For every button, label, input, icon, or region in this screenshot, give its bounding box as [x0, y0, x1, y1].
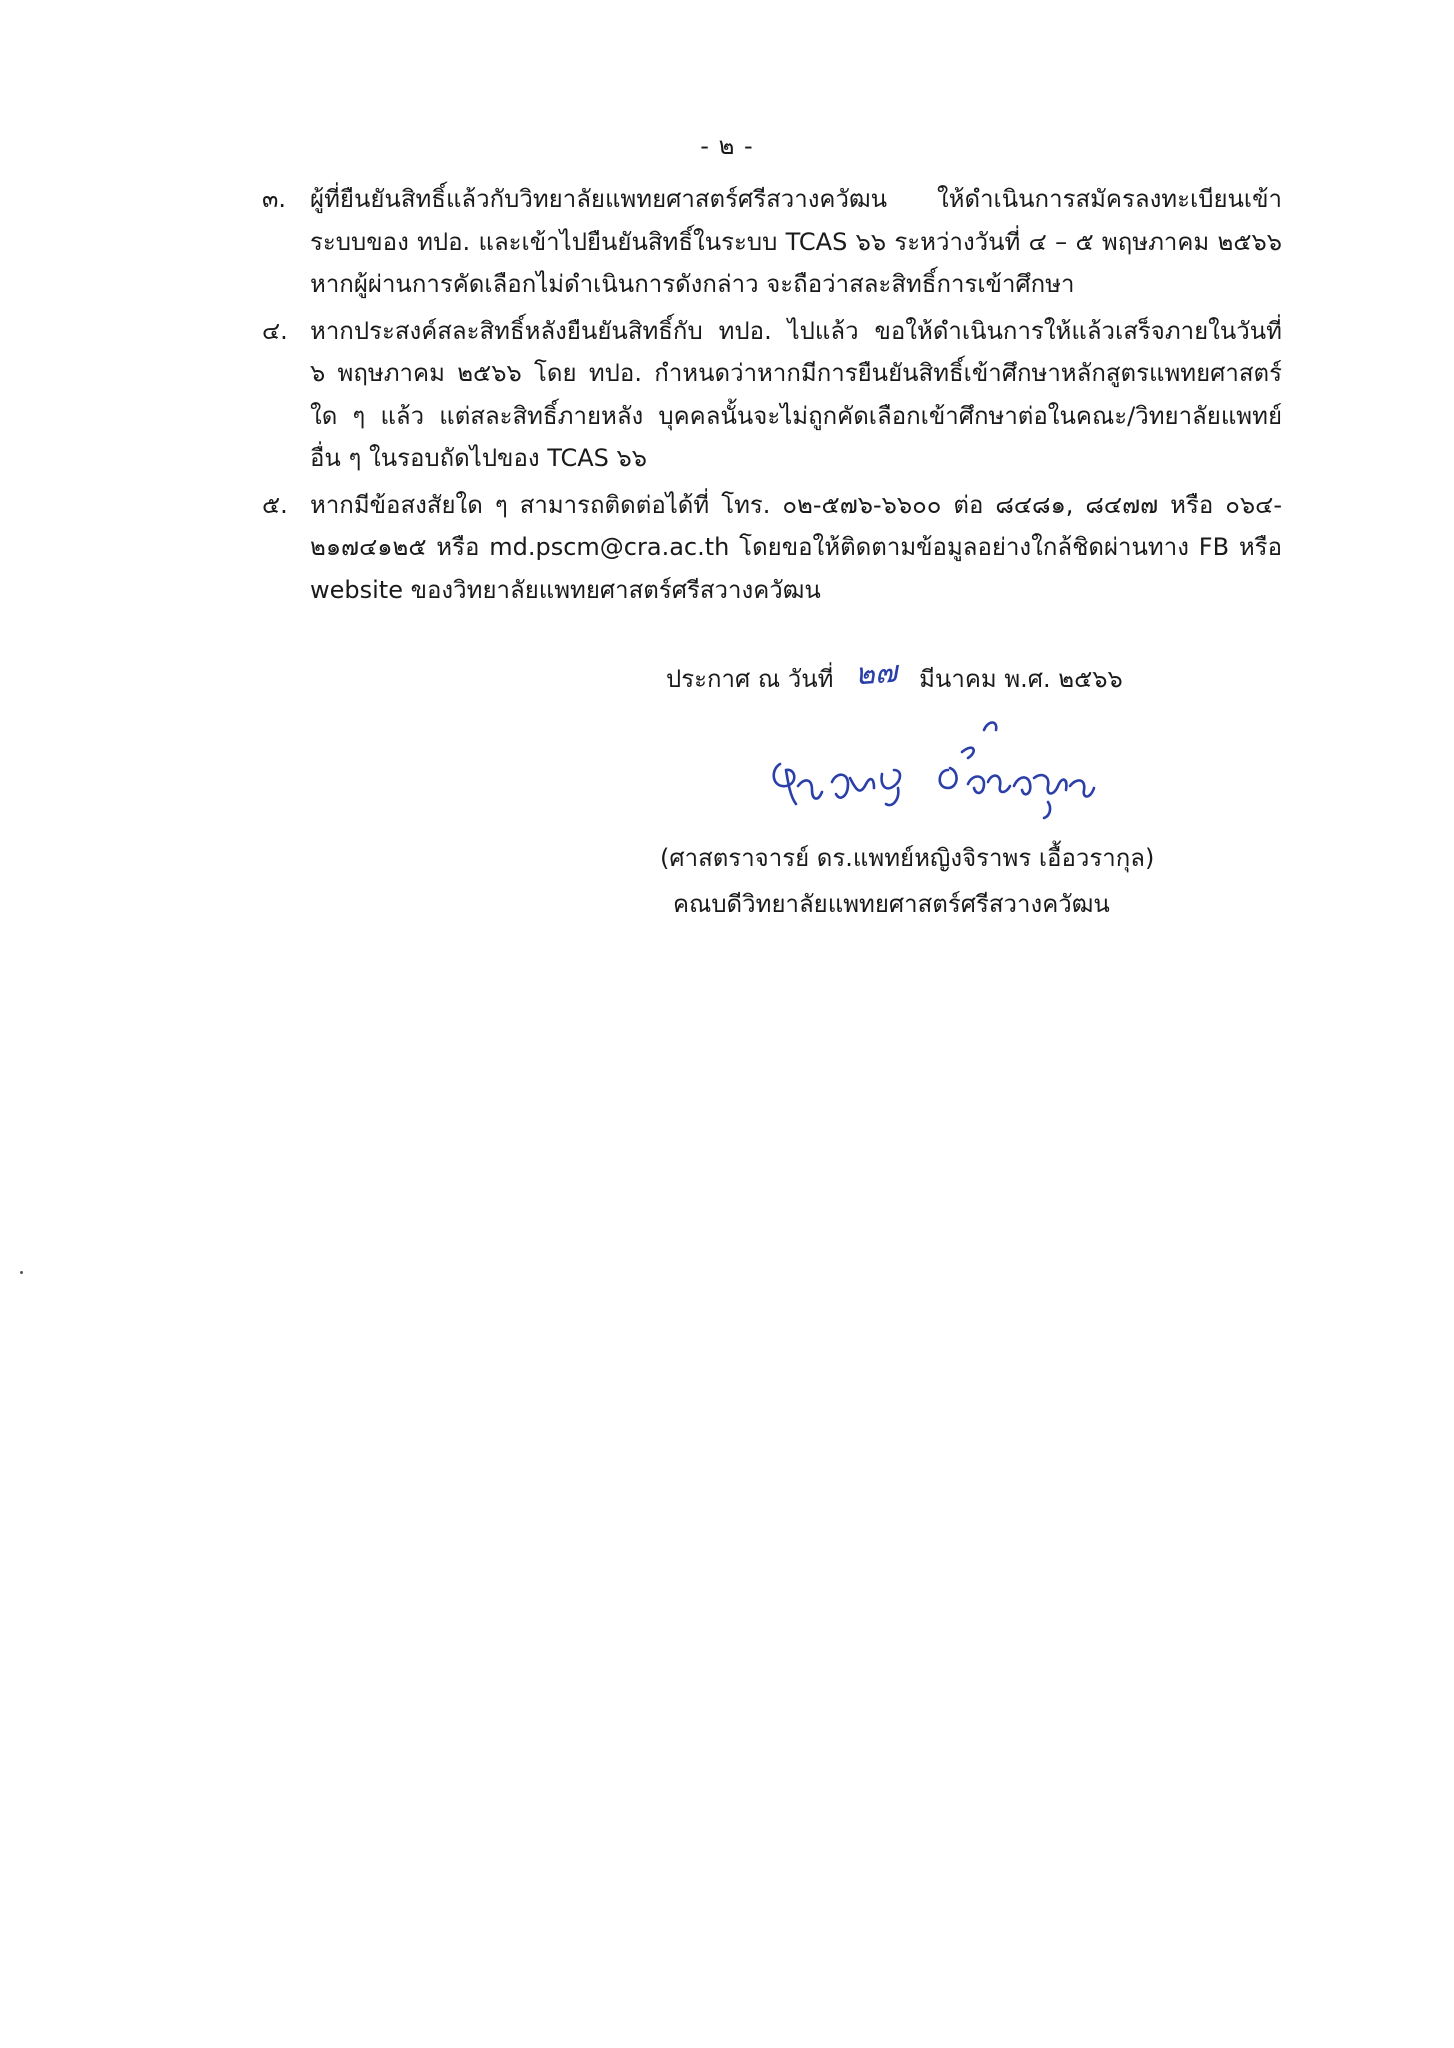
- list-item: [262, 310, 1282, 480]
- item-number: ๔.: [262, 316, 288, 345]
- announcement-suffix: มีนาคม พ.ศ. ๒๕๖๖: [919, 665, 1123, 693]
- item-number: ๕.: [262, 490, 288, 519]
- item-line: หากผู้ผ่านการคัดเลือกไม่ดำเนินการดังกล่าว จะถือว่าสละสิทธิ์การเข้าศึกษา: [310, 270, 1075, 298]
- page-number: - ๒ -: [700, 132, 754, 160]
- item-number: ๓.: [262, 185, 287, 213]
- scan-speck: [20, 1271, 23, 1274]
- announcement-prefix: ประกาศ ณ วันที่: [666, 665, 834, 693]
- item-line: หากประสงค์สละสิทธิ์หลังยืนยันสิทธิ์กับ ทปอ. ไปแล้ว ขอให้ดำเนินการให้แล้วเสร็จภายในวันที่: [310, 316, 1282, 345]
- item-line: หากมีข้อสงสัยใด ๆ สามารถติดต่อได้ที่ โทร. ๐๒-๕๗๖-๖๖๐๐ ต่อ ๘๔๘๑, ๘๔๗๗ หรือ ๐๖๔-: [310, 490, 1282, 519]
- item-line: ระบบของ ทปอ. และเข้าไปยืนยันสิทธิ์ในระบบ TCAS ๖๖ ระหว่างวันที่ ๔ – ๕ พฤษภาคม ๒๕๖๖: [310, 227, 1282, 256]
- list-item: [262, 178, 1282, 306]
- signer-title: คณบดีวิทยาลัยแพทยศาสตร์ศรีสวางควัฒน: [673, 890, 1110, 918]
- list-item: [262, 484, 1282, 612]
- handwritten-day: ๒๗: [853, 654, 899, 693]
- handwritten-signature: [752, 712, 1122, 836]
- announcement-date: [666, 654, 1123, 699]
- item-line: ใด ๆ แล้ว แต่สละสิทธิ์ภายหลัง บุคคลนั้นจะไม่ถูกคัดเลือกเข้าศึกษาต่อในคณะ/วิทยาลัยแพทย์: [310, 401, 1282, 430]
- signature-drawing: [752, 712, 1122, 832]
- item-line: website ของวิทยาลัยแพทยศาสตร์ศรีสวางควัฒน: [310, 575, 821, 604]
- announcement-items: [262, 178, 1282, 615]
- item-line: ๒๑๗๔๑๒๕ หรือ md.pscm@cra.ac.th โดยขอให้ติดตามข้อมูลอย่างใกล้ชิดผ่านทาง FB หรือ: [310, 533, 1282, 561]
- item-line: ผู้ที่ยืนยันสิทธิ์แล้วกับวิทยาลัยแพทยศาสตร์ศรีสวางควัฒน ให้ดำเนินการสมัครลงทะเบียนเข้า: [310, 185, 1282, 213]
- item-line: อื่น ๆ ในรอบถัดไปของ TCAS ๖๖: [310, 444, 647, 472]
- signer-name: (ศาสตราจารย์ ดร.แพทย์หญิงจิราพร เอื้อวรากุล): [660, 844, 1155, 872]
- item-line: ๖ พฤษภาคม ๒๕๖๖ โดย ทปอ. กำหนดว่าหากมีการยืนยันสิทธิ์เข้าศึกษาหลักสูตรแพทยศาสตร์: [310, 359, 1282, 387]
